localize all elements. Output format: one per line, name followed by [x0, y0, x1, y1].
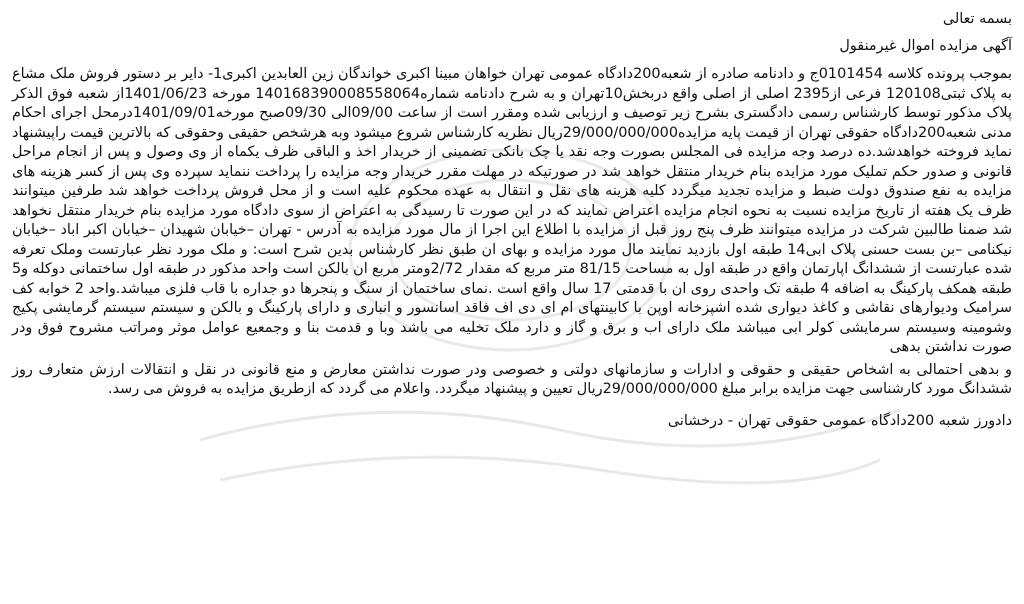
signature-line: دادورز شعبه 200دادگاه عمومی حقوقی تهران - درخشانی [667, 412, 1012, 429]
notice-body-paragraph: بموجب پرونده کلاسه 0101454ج و دادنامه صادره از شعبه200دادگاه عمومی تهران خواهان مبینا اکبری خواندگان زین العابدین اکبری1- دایر بر دستور فروش ملک مشاع به پلاک ثبتی120108 فرعی از2395 اصلی از اصلی واقع دربخش10تهران و به شرح دادنامه شماره140168390008558064 مورخه 1401/06/23از شعبه فوق الذکر پلاک مذکور توسط کارشناس رسمی دادگستری بشرح زیر توصیف و ارزیابی شده ومقرر است از ساعت 09/00الی 09/30صبح مورخه1401/09/01درمحل اجرای احکام مدنی شعبه200دادگاه حقوقی تهران از قیمت پایه مزایده29/000/000/000ریال نظریه کارشناس شروع میشود وبه هرشخص حقیقی وحقوقی که بالاترین قیمت راپیشنهاد نماید فروخته خواهدشد.ده درصد وجه مزایده فی المجلس بصورت وجه نقد یا چک بانکی تضمینی از خریدار اخذ و الباقی ظرف یکماه از وی وصول و پس از انجام مراحل قانونی و صدور حکم تملیک مورد مزایده بنام خریدار منتقل خواهد شد در صورتیکه در مهلت مقرر خریدار وجه مزایده را پرداخت ننماید سپرده وی پس از کسر هزینه های مزایده به نفع صندوق دولت ضبط و مزایده تجدید میگردد کلیه هزینه های نقل و انتقال به عهده محکوم علیه است و از محل فروش پرداخت خواهد شد طرفین میتوانند ظرف یک هفته از تاریخ مزایده نسبت به نحوه انجام مزایده اعتراض نمایند که در این صورت تا رسیدگی به اعتراض از سوی دادگاه مورد مزایده بنام خریدار منتقل نخواهد شد ضمنا طالبین شرکت در مزایده میتوانند ظرف پنج روز قبل از مزایده با اطلاع این اجرا از مال مورد مزایده به آدرس - تهران –خیابان شهیدان –خیابان اکبر اباد –خیابان نیکنامی –بن بست حسنی پلاک ابی14 طبقه اول بازدید نمایند مال مورد مزایده و بهای ان طبق نظر کارشناس بدین شرح است: و ملک مورد نظر عبارتست وملک تعرفه شده عبارتست از ششدانگ اپارتمان واقع در طبقه اول به مساحت 81/15 متر مربع که مقدار 2/72ومتر مربع ان بالکن است واحد مذکور در طبقه اول ساختمانی دوکله و5 طبقه همکف پارکینگ به اضافه 4 طبقه تک واحدی روی ان با قدمتی 17 سال واقع است .نمای ساختمان از سنگ و پنجرها دو جداره با قاب فلزی میباشد.واحد 2 خوابه کف سرامیک ودیوارهای نقاشی و کاغذ دیواری شده اشپزخانه اوپن با کابینتهای ام ای دی اف فاقد اسانسور و انباری و دارای پارکینگ و بالکن و سیستم سیستم گرمایشی پکیج وشومینه وسیستم سرمایشی کولر ابی میباشد ملک دارای اب و برق و گاز و دارد ملک تخلیه می باشد وبا و قدمت بنا و وجمعیع عوامل موثر ومراتب مشروح فوق ودر صورت نداشتن بدهی [12, 66, 1013, 355]
notice-title: آگهی مزایده اموال غیرمنقول [839, 38, 1012, 54]
notice-closing-paragraph: و بدهی احتمالی به اشخاص حقیقی و حقوقی و ادارات و سازمانهای دولتی و خصوصی ودر صورت نداشتن معارض و منع قانونی در نقل و انتقالات ارزش متعارف روز ششدانگ مورد کارشناسی جهت مزایده برابر مبلغ 29/000/000/000ریال تعیین و پیشنهاد میگردد. واعلام می گردد که ازطریق مزایده به فروش می رسد. [12, 361, 1012, 397]
basmala-heading: بسمه تعالی [942, 11, 1012, 27]
